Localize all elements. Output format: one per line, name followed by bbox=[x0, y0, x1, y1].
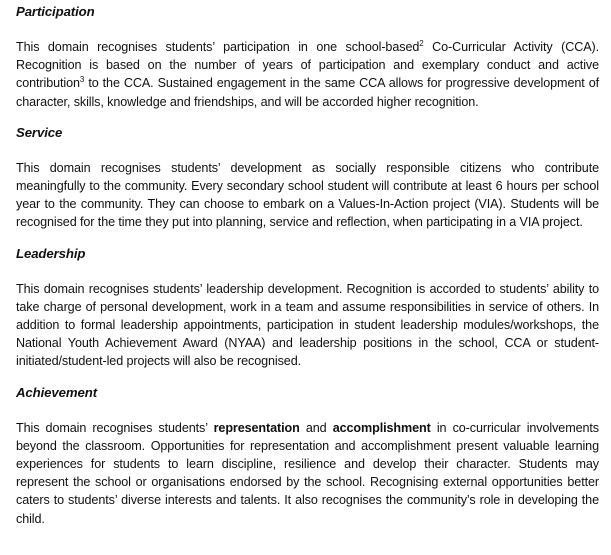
footnote-marker[interactable]: 3 bbox=[79, 75, 85, 85]
body-text: This domain recognises students’ bbox=[16, 420, 214, 435]
body-text: to the CCA. Sustained engagement in the same CCA allows for progressive development of character, skills, knowledge and friendships, and will be accorded higher recognition. bbox=[16, 76, 599, 109]
section-participation bbox=[16, 3, 599, 111]
section-body-achievement bbox=[16, 419, 599, 528]
emphasis-text: representation bbox=[213, 420, 300, 435]
body-text: in co-curricular involvements beyond the classroom. Opportunities for representation and accomplishment present valuable learning experiences for students to learn discipline, resilience and develop their character. Students may represent the school or organisations endorsed by the school. Recognising external opportunities better caters to students’ diverse interests and talents. It also recognises the community’s role in developing the child. bbox=[16, 420, 599, 526]
section-body-service: This domain recognises students’ development as socially responsible citizens who contribute meaningfully to the community. Every secondary school student will contribute at least 6 hours per school year to the community. They can choose to embark on a Values-In-Action project (VIA). Students will be recognised for the time they put into planning, service and reflection, when participating in a VIA project. bbox=[16, 160, 599, 230]
section-title-service: Service bbox=[16, 124, 63, 140]
emphasis-text: accomplishment bbox=[332, 420, 431, 435]
section-title-achievement: Achievement bbox=[16, 384, 97, 400]
section-service bbox=[16, 124, 599, 232]
section-title-leadership: Leadership bbox=[16, 245, 86, 261]
footnote-marker[interactable]: 2 bbox=[419, 38, 424, 48]
body-text: Co-Curricular Activity (CCA). Recognition is based on the number of years of participation and exemplary conduct and active contribution bbox=[16, 40, 599, 91]
section-body-leadership: This domain recognises students’ leadership development. Recognition is accorded to students’ ability to take charge of personal development, work in a team and assume responsibilities in service of others. In addition to formal leadership appointments, participation in student leadership modules/workshops, the National Youth Achievement Award (NYAA) and leadership positions in the school, CCA or student-initiated/student-led projects will also be recognised. bbox=[16, 281, 599, 369]
body-text: and bbox=[299, 420, 333, 435]
section-achievement bbox=[16, 384, 599, 528]
section-leadership bbox=[16, 245, 599, 371]
body-text: This domain recognises students’ participation in one school-based bbox=[16, 40, 420, 54]
section-body-participation bbox=[16, 38, 599, 111]
section-title-participation: Participation bbox=[16, 4, 95, 19]
